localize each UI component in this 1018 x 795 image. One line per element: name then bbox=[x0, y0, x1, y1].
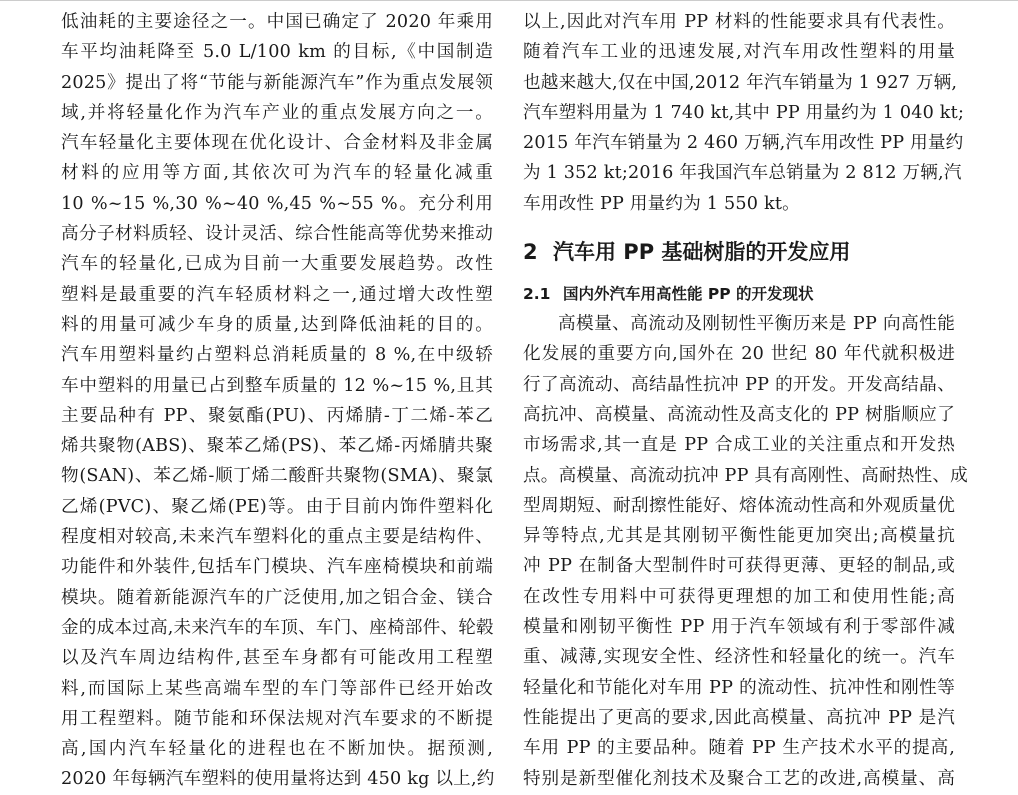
body-text-line: 车平均油耗降至 5.0 L/100 km 的目标,《中国制造 bbox=[61, 42, 493, 63]
body-text-line: 化发展的重要方向,国外在 20 世纪 80 年代就积极进 bbox=[523, 344, 955, 365]
body-text-line: 重、减薄,实现安全性、经济性和轻量化的统一。汽车 bbox=[523, 647, 955, 668]
body-text-line: 异等特点,尤其是其刚韧平衡性能更加突出;高模量抗 bbox=[523, 526, 955, 547]
right-column bbox=[523, 0, 968, 794]
body-text-line: 乙烯(PVC)、聚乙烯(PE)等。由于目前内饰件塑料化 bbox=[61, 496, 493, 517]
body-text-line: 2015 年汽车销量为 2 460 万辆,汽车用改性 PP 用量约 bbox=[523, 133, 964, 154]
body-text-line: 点。高模量、高流动抗冲 PP 具有高刚性、高耐热性、成 bbox=[523, 465, 968, 486]
body-text-line: 市场需求,其一直是 PP 合成工业的关注重点和开发热 bbox=[523, 435, 955, 456]
body-text-line: 汽车用塑料量约占塑料总消耗质量的 8 %,在中级轿 bbox=[61, 345, 493, 366]
body-text-line: 车中塑料的用量已占到整车质量的 12 %~15 %,且其 bbox=[61, 375, 493, 396]
section-heading bbox=[523, 235, 955, 269]
body-text-line: 汽车塑料用量为 1 740 kt,其中 PP 用量约为 1 040 kt; bbox=[523, 102, 965, 123]
body-text-line: 料的用量可减少车身的质量,达到降低油耗的目的。 bbox=[61, 314, 493, 335]
body-text-line: 随着汽车工业的迅速发展,对汽车用改性塑料的用量 bbox=[523, 42, 955, 63]
body-text-line: 以上,因此对汽车用 PP 材料的性能要求具有代表性。 bbox=[523, 12, 955, 32]
body-text-line: 在改性专用料中可获得更理想的加工和使用性能;高 bbox=[523, 586, 955, 607]
body-text-line: 也越来越大,仅在中国,2012 年汽车销量为 1 927 万辆, bbox=[523, 72, 958, 93]
body-text-line: 用工程塑料。随节能和环保法规对汽车要求的不断提 bbox=[61, 708, 493, 729]
body-text-line: 料,而国际上某些高端车型的车门等部件已经开始改 bbox=[61, 678, 493, 699]
body-text-line: 程度相对较高,未来汽车塑料化的重点主要是结构件、 bbox=[61, 527, 493, 548]
body-text-line: 域,并将轻量化作为汽车产业的重点发展方向之一。 bbox=[61, 102, 493, 123]
body-text-line: 高模量、高流动及刚韧性平衡历来是 PP 向高性能 bbox=[558, 314, 955, 335]
body-text-line: 塑料是最重要的汽车轻质材料之一,通过增大改性塑 bbox=[61, 284, 493, 305]
body-text-line: 2025》提出了将“节能与新能源汽车”作为重点发展领 bbox=[61, 72, 493, 93]
body-text-line: 车用 PP 的主要品种。随着 PP 生产技术水平的提高, bbox=[523, 738, 955, 759]
body-text-line: 以及汽车周边结构件,甚至车身都有可能改用工程塑 bbox=[61, 648, 493, 669]
body-text-line: 汽车轻量化主要体现在优化设计、合金材料及非金属 bbox=[61, 133, 493, 154]
body-text-line: 物(SAN)、苯乙烯-顺丁烯二酸酐共聚物(SMA)、聚氯 bbox=[61, 466, 493, 487]
body-text-line: 轻量化和节能化对车用 PP 的流动性、抗冲性和刚性等 bbox=[523, 677, 955, 698]
body-text-line: 高抗冲、高模量、高流动性及高支化的 PP 树脂顺应了 bbox=[523, 404, 955, 425]
subsection-heading bbox=[523, 279, 955, 309]
body-text-line: 高,国内汽车轻量化的进程也在不断加快。据预测, bbox=[61, 739, 493, 760]
section-title: 汽车用 PP 基础树脂的开发应用 bbox=[553, 240, 851, 265]
body-text-line: 10 %~15 %,30 %~40 %,45 %~55 %。充分利用 bbox=[61, 193, 493, 214]
body-text-line: 低油耗的主要途径之一。中国已确定了 2020 年乘用 bbox=[61, 12, 493, 32]
section-number: 2 bbox=[523, 240, 538, 265]
body-text-line: 车用改性 PP 用量约为 1 550 kt。 bbox=[523, 193, 800, 214]
body-text-line: 性能提出了更高的要求,因此高模量、高抗冲 PP 是汽 bbox=[523, 707, 955, 728]
body-text-line: 材料的应用等方面,其依次可为汽车的轻量化减重 bbox=[61, 163, 493, 184]
body-text-line: 特别是新型催化剂技术及聚合工艺的改进,高模量、高 bbox=[523, 768, 955, 789]
body-text-line: 行了高流动、高结晶性抗冲 PP 的开发。开发高结晶、 bbox=[523, 374, 955, 395]
body-text-line: 模块。随着新能源汽车的广泛使用,加之铝合金、镁合 bbox=[61, 587, 493, 608]
body-text-line: 型周期短、耐刮擦性能好、熔体流动性高和外观质量优 bbox=[523, 495, 955, 516]
body-text-line: 模量和刚韧平衡性 PP 用于汽车领域有利于零部件减 bbox=[523, 617, 955, 638]
body-text-line: 金的成本过高,未来汽车的车顶、车门、座椅部件、轮毂 bbox=[61, 617, 494, 638]
subsection-number: 2.1 bbox=[523, 285, 551, 304]
body-text-line: 烯共聚物(ABS)、聚苯乙烯(PS)、苯乙烯-丙烯腈共聚 bbox=[61, 436, 493, 457]
body-text-line: 冲 PP 在制备大型制件时可获得更薄、更轻的制品,或 bbox=[523, 556, 955, 577]
body-text-line: 为 1 352 kt;2016 年我国汽车总销量为 2 812 万辆,汽 bbox=[523, 163, 962, 184]
subsection-title: 国内外汽车用高性能 PP 的开发现状 bbox=[563, 285, 814, 304]
body-text-line: 汽车的轻量化,已成为目前一大重要发展趋势。改性 bbox=[61, 254, 493, 275]
left-column bbox=[61, 0, 493, 795]
body-text-line: 功能件和外装件,包括车门模块、汽车座椅模块和前端 bbox=[61, 557, 493, 578]
body-text-line: 高分子材料质轻、设计灵活、综合性能高等优势来推动 bbox=[61, 224, 493, 245]
body-text-line: 2020 年每辆汽车塑料的使用量将达到 450 kg 以上,约 bbox=[61, 769, 495, 790]
body-text-line: 主要品种有 PP、聚氨酯(PU)、丙烯腈-丁二烯-苯乙 bbox=[61, 405, 493, 426]
